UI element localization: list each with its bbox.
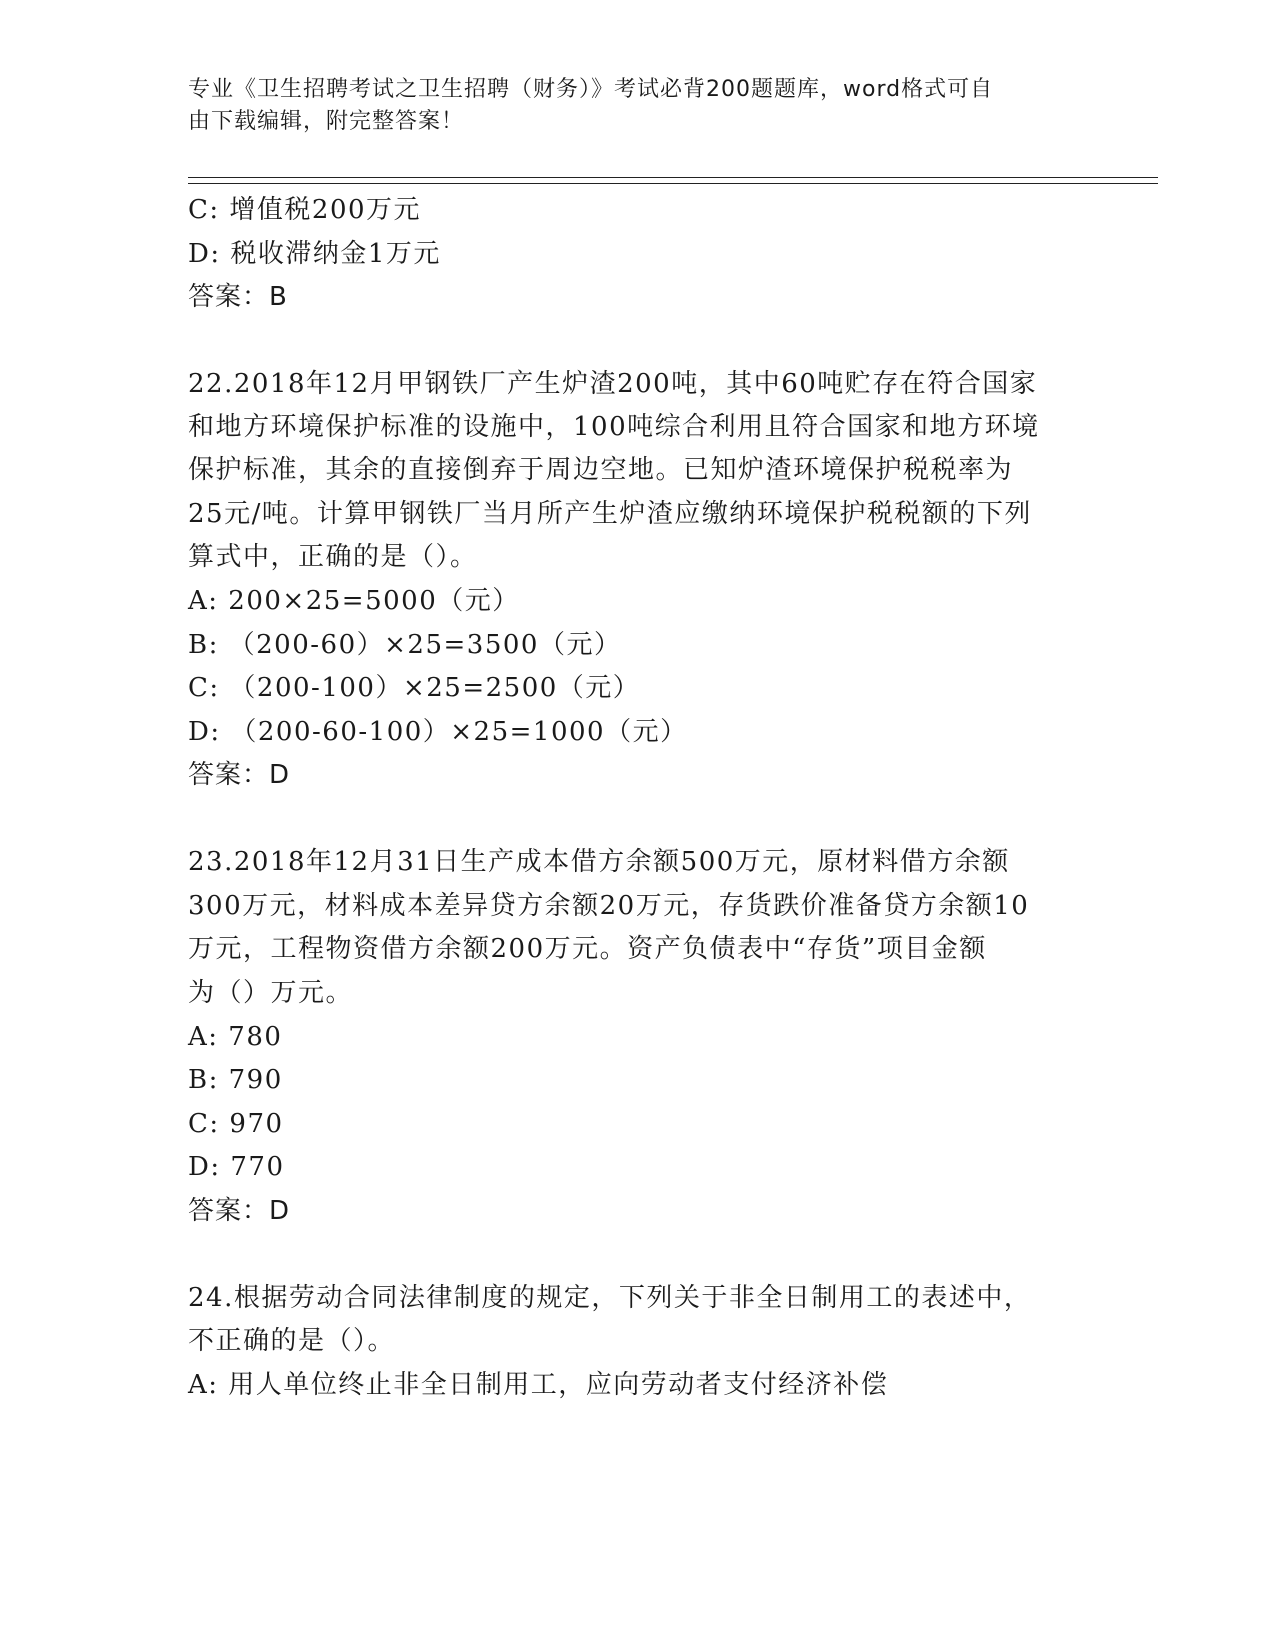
q24-stem-line-1: 24.根据劳动合同法律制度的规定，下列关于非全日制用工的表述中， xyxy=(188,1283,1032,1313)
q21-answer: 答案：B xyxy=(188,282,288,312)
q24-option-a: A: 用人单位终止非全日制用工，应向劳动者支付经济补偿 xyxy=(188,1370,889,1400)
header-line-1: 专业《卫生招聘考试之卫生招聘（财务）》考试必背200题题库，word格式可自 xyxy=(188,77,994,102)
q22-option-c: C: （200-100）×25=2500（元） xyxy=(188,673,641,703)
q23-stem-line-2: 300万元，材料成本差异贷方余额20万元，存货跌价准备贷方余额10 xyxy=(188,891,1030,921)
header-divider-bottom xyxy=(188,183,1158,184)
q23-option-b: B: 790 xyxy=(188,1065,283,1095)
q23-stem-line-3: 万元，工程物资借方余额200万元。资产负债表中“存货”项目金额 xyxy=(188,934,987,964)
q22-option-a: A: 200×25=5000（元） xyxy=(188,586,520,616)
q22-stem-line-5: 算式中，正确的是（）。 xyxy=(188,542,478,572)
q23-option-a: A: 780 xyxy=(188,1022,283,1052)
q24-stem-line-2: 不正确的是（）。 xyxy=(188,1326,396,1356)
header-line-2: 由下载编辑，附完整答案！ xyxy=(188,109,465,134)
q21-option-d: D: 税收滞纳金1万元 xyxy=(188,239,441,269)
q23-option-c: C: 970 xyxy=(188,1109,284,1139)
q22-option-d: D: （200-60-100）×25=1000（元） xyxy=(188,717,688,747)
q23-answer: 答案：D xyxy=(188,1196,291,1226)
q23-option-d: D: 770 xyxy=(188,1152,285,1182)
q23-stem-line-4: 为（）万元。 xyxy=(188,978,354,1008)
q22-stem-line-3: 保护标准，其余的直接倒弃于周边空地。已知炉渣环境保护税税率为 xyxy=(188,455,1014,485)
q22-option-b: B: （200-60）×25=3500（元） xyxy=(188,630,622,660)
q22-stem-line-1: 22.2018年12月甲钢铁厂产生炉渣200吨，其中60吨贮存在符合国家 xyxy=(188,369,1038,399)
header-divider-top xyxy=(188,177,1158,178)
q22-answer: 答案：D xyxy=(188,760,291,790)
q22-stem-line-4: 25元/吨。计算甲钢铁厂当月所产生炉渣应缴纳环境保护税税额的下列 xyxy=(188,499,1032,529)
q22-stem-line-2: 和地方环境保护标准的设施中，100吨综合利用且符合国家和地方环境 xyxy=(188,412,1040,442)
q21-option-c: C: 增值税200万元 xyxy=(188,195,422,225)
q23-stem-line-1: 23.2018年12月31日生产成本借方余额500万元，原材料借方余额 xyxy=(188,847,1010,877)
document-header xyxy=(188,74,1068,138)
